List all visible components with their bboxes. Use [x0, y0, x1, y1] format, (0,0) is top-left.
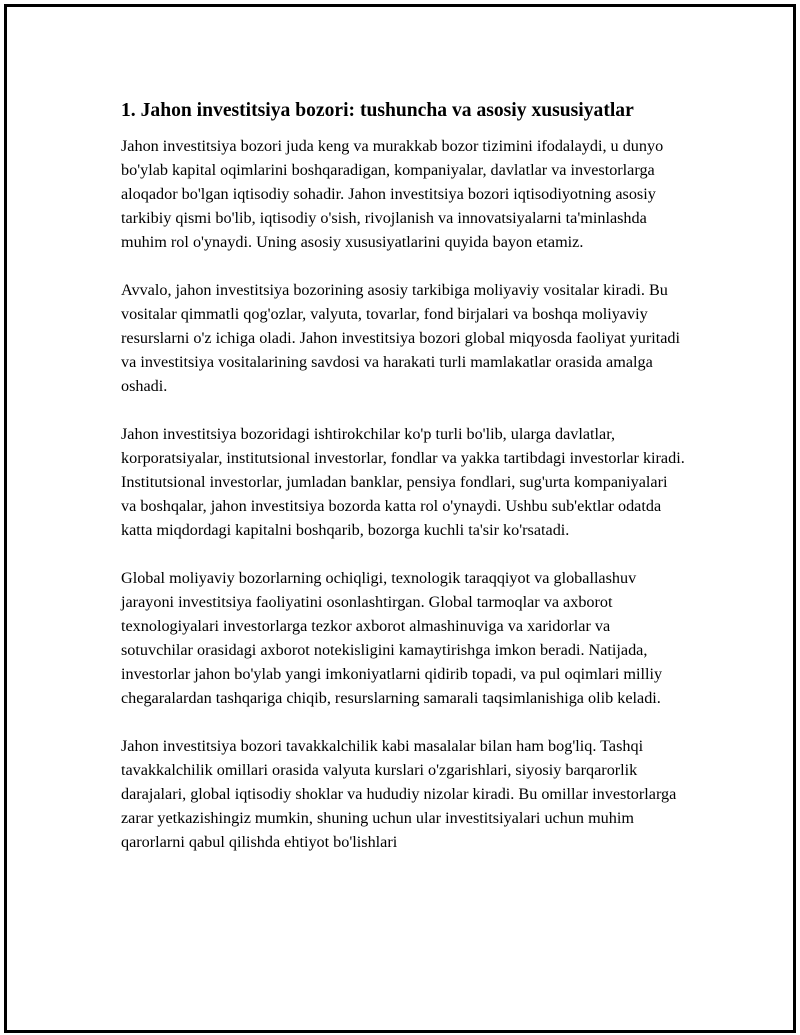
page-frame: [4, 4, 796, 1033]
paragraph-1: Jahon investitsiya bozori juda keng va murakkab bozor tizimini ifodalaydi, u dunyo bo'ylab kapital oqimlarini boshqaradigan, kompaniyalar, davlatlar va investorlarga aloqador bo'lgan iqtisodiy sohadir. Jahon investitsiya bozori iqtisodiyotning asosiy tarkibiy qismi bo'lib, iqtisodiy o'sish, rivojlanish va innovatsiyalarni ta'minlashda muhim rol o'ynaydi. Uning asosiy xususiyatlarini quyida bayon etamiz.: [121, 137, 664, 251]
document-body: [121, 99, 686, 878]
paragraph-4: Global moliyaviy bozorlarning ochiqligi, texnologik taraqqiyot va globallashuv jarayoni investitsiya faoliyatini osonlashtirgan. Global tarmoqlar va axborot texnologiyalari investorlarga tezkor axborot almashinuviga va xaridorlar va sotuvchilar orasidagi axborot notekisligini kamaytirishga imkon beradi. Natijada, investorlar jahon bo'ylab yangi imkoniyatlarni qidirib topadi, va pul oqimlari milliy chegaralardan tashqariga chiqib, resurslarning samarali taqsimlanishiga olib keladi.: [121, 569, 663, 707]
section-heading: 1. Jahon investitsiya bozori: tushuncha va asosiy xususiyatlar: [121, 100, 634, 121]
paragraph-3: Jahon investitsiya bozoridagi ishtirokchilar ko'p turli bo'lib, ularga davlatlar, korporatsiyalar, institutsional investorlar, fondlar va yakka tartibdagi investorlar kiradi. Institutsional investorlar, jumladan banklar, pensiya fondlari, sug'urta kompaniyalari va boshqalar, jahon investitsiya bozorda katta rol o'ynaydi. Ushbu sub'ektlar odatda katta miqdordagi kapitalni boshqarib, bozorga kuchli ta'sir ko'rsatadi.: [121, 425, 685, 539]
paragraph-5: Jahon investitsiya bozori tavakkalchilik kabi masalalar bilan ham bog'liq. Tashqi tavakkalchilik omillari orasida valyuta kurslari o'zgarishlari, siyosiy barqarorlik darajalari, global iqtisodiy shoklar va hududiy nizolar kiradi. Bu omillar investorlarga zarar yetkazishingiz mumkin, shuning uchun ular investitsiyalari uchun muhim qarorlarni qabul qilishda ehtiyot bo'lishlari: [121, 737, 677, 851]
paragraph-2: Avvalo, jahon investitsiya bozorining asosiy tarkibiga moliyaviy vositalar kiradi. Bu vositalar qimmatli qog'ozlar, valyuta, tovarlar, fond birjalari va boshqa moliyaviy resurslarni o'z ichiga oladi. Jahon investitsiya bozori global miqyosda faoliyat yuritadi va investitsiya vositalarining savdosi va harakati turli mamlakatlar orasida amalga oshadi.: [121, 281, 681, 395]
